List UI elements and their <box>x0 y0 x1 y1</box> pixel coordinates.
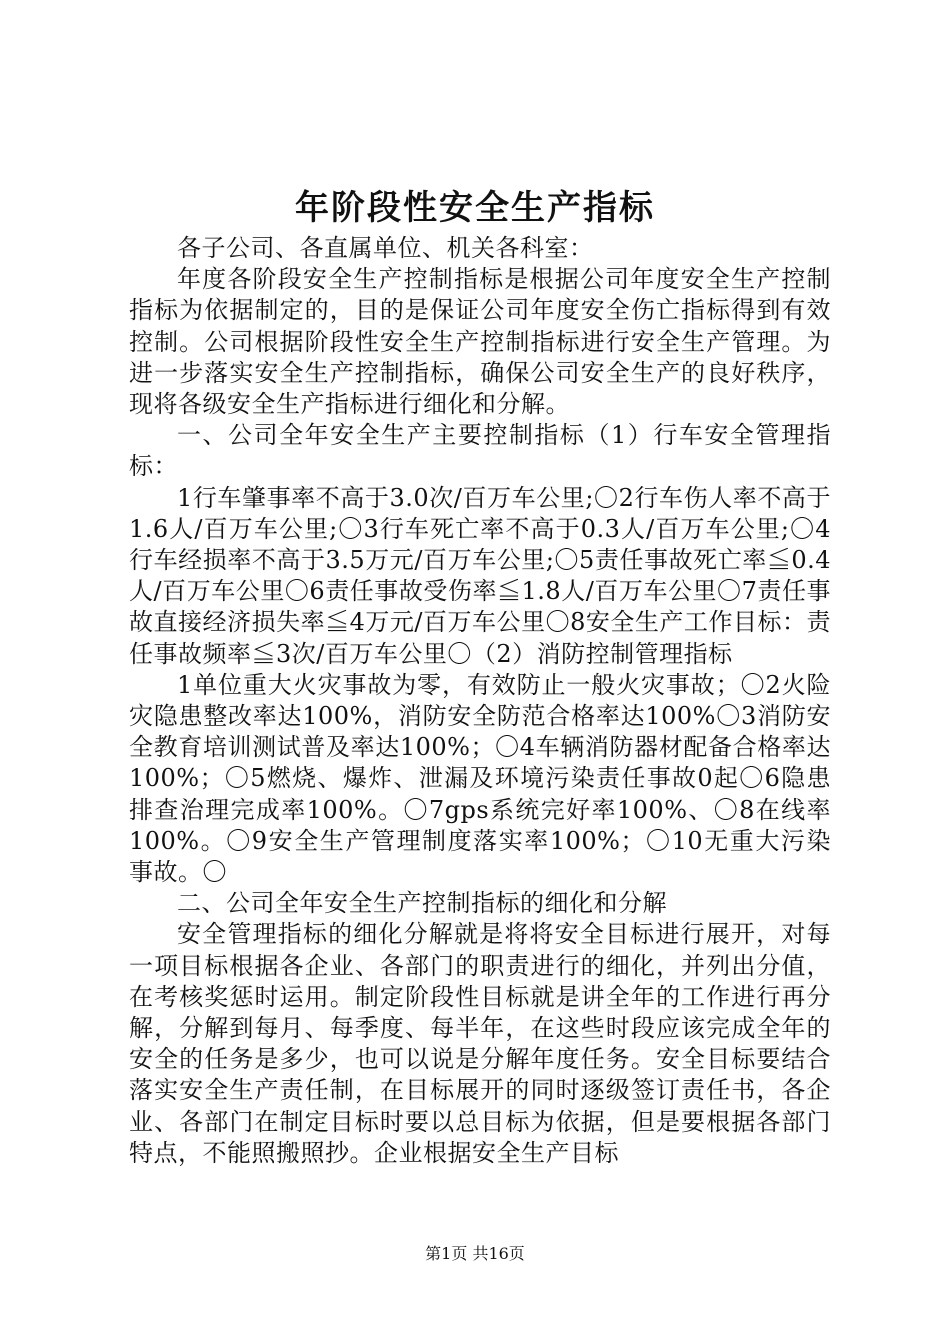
page-footer: 第1页 共16页 <box>425 1244 525 1263</box>
paragraph-breakdown: 安全管理指标的细化分解就是将将安全目标进行展开，对每一项目标根据各企业、各部门的职责进行的细化，并列出分值，在考核奖惩时运用。制定阶段性目标就是讲全年的工作进行再分解，分解到每月、每季度、每半年，在这些时段应该完成全年的安全的任务是多少，也可以说是分解年度任务。安全目标要结合落实安全生产责任制，在目标展开的同时逐级签订责任书，各企业、各部门在制定目标时要以总目标为依据，但是要根据各部门特点，不能照搬照抄。企业根据安全生产目标 <box>129 920 831 1167</box>
paragraph-fire-indicators: 1单位重大火灾事故为零，有效防止一般火灾事故；〇2火险灾隐患整改率达100%，消防安全防范合格率达100%〇3消防安全教育培训测试普及率达100%；〇4车辆消防器材配备合格率达100%；〇5燃烧、爆炸、泄漏及环境污染责任事故0起〇6隐患排查治理完成率100%。〇7gps系统完好率100%、〇8在线率100%。〇9安全生产管理制度落实率100%；〇10无重大污染事故。〇 <box>129 670 831 887</box>
paragraph-section-one-heading: 一、公司全年安全生产主要控制指标（1）行车安全管理指标： <box>129 421 831 481</box>
document-title: 年阶段性安全生产指标 <box>295 188 655 228</box>
paragraph-section-two-heading: 二、公司全年安全生产控制指标的细化和分解 <box>177 889 667 918</box>
paragraph-intro: 年度各阶段安全生产控制指标是根据公司年度安全生产控制指标为依据制定的，目的是保证公司年度安全伤亡指标得到有效控制。公司根据阶段性安全生产控制指标进行安全生产管理。为进一步落实安全生产控制指标，确保公司安全生产的良好秩序，现将各级安全生产指标进行细化和分解。 <box>129 265 831 419</box>
paragraph-salutation: 各子公司、各直属单位、机关各科室： <box>177 234 594 262</box>
document-body <box>129 233 831 1169</box>
paragraph-traffic-indicators: 1行车肇事率不高于3.0次/百万车公里;〇2行车伤人率不高于1.6人/百万车公里;〇3行车死亡率不高于0.3人/百万车公里;〇4行车经损率不高于3.5万元/百万车公里;〇5责任事故死亡率≦0.4人/百万车公里〇6责任事故受伤率≦1.8人/百万车公里〇7责任事故直接经济损失率≦4万元/百万车公里〇8安全生产工作目标：责任事故频率≦3次/百万车公里〇（2）消防控制管理指标 <box>129 483 831 668</box>
